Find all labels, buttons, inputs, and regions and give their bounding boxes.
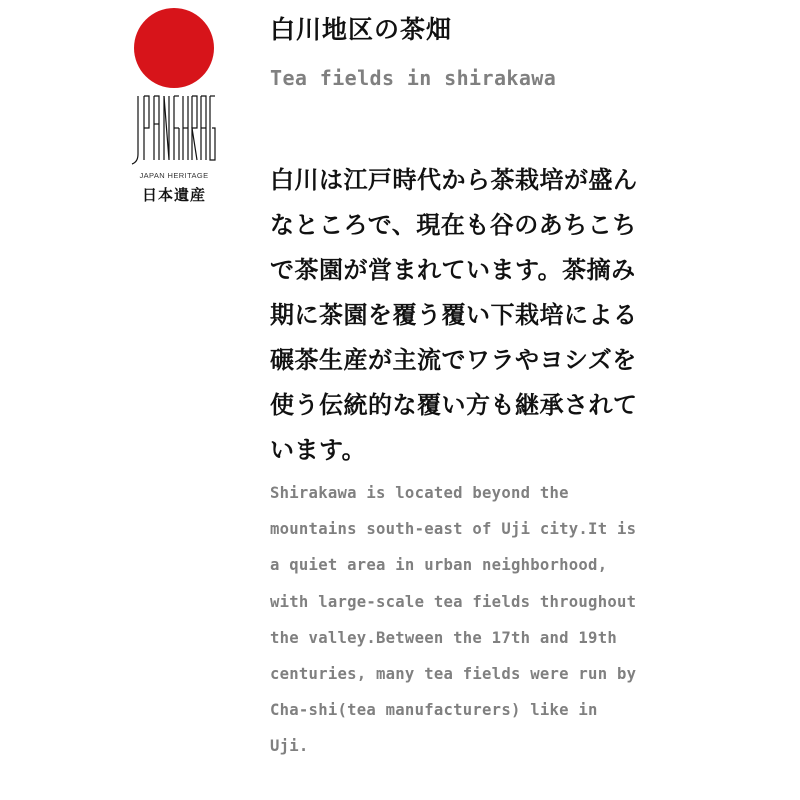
logo-japanese-text: 日本遺産 <box>141 186 206 204</box>
japan-heritage-wordmark <box>128 94 220 168</box>
page-title-japanese: 白川地区の茶畑 <box>270 15 453 44</box>
rising-sun-emblem <box>134 8 214 88</box>
body-text-japanese: 白川は江戸時代から茶栽培が盛んなところで、現在も谷のあちこちで茶園が営まれています。茶摘み期に茶園を覆う覆い下栽培による碾茶生産が主流でワラやヨシズを使う伝統的な覆い方も継承されています。 <box>270 166 638 464</box>
japan-heritage-logo <box>128 8 220 208</box>
body-text-english: Shirakawa is located beyond the mountains south-east of Uji city.It is a quiet area in urban neighborhood, with large-scale tea fields throughout the valley.Between the 17th and 19th centuries, many tea fields were run by Cha-shi(tea manufacturers) like in Uji. <box>270 484 637 756</box>
page-title-english: Tea fields in shirakawa <box>270 66 557 90</box>
logo-subtitle: JAPAN HERITAGE <box>139 171 209 180</box>
